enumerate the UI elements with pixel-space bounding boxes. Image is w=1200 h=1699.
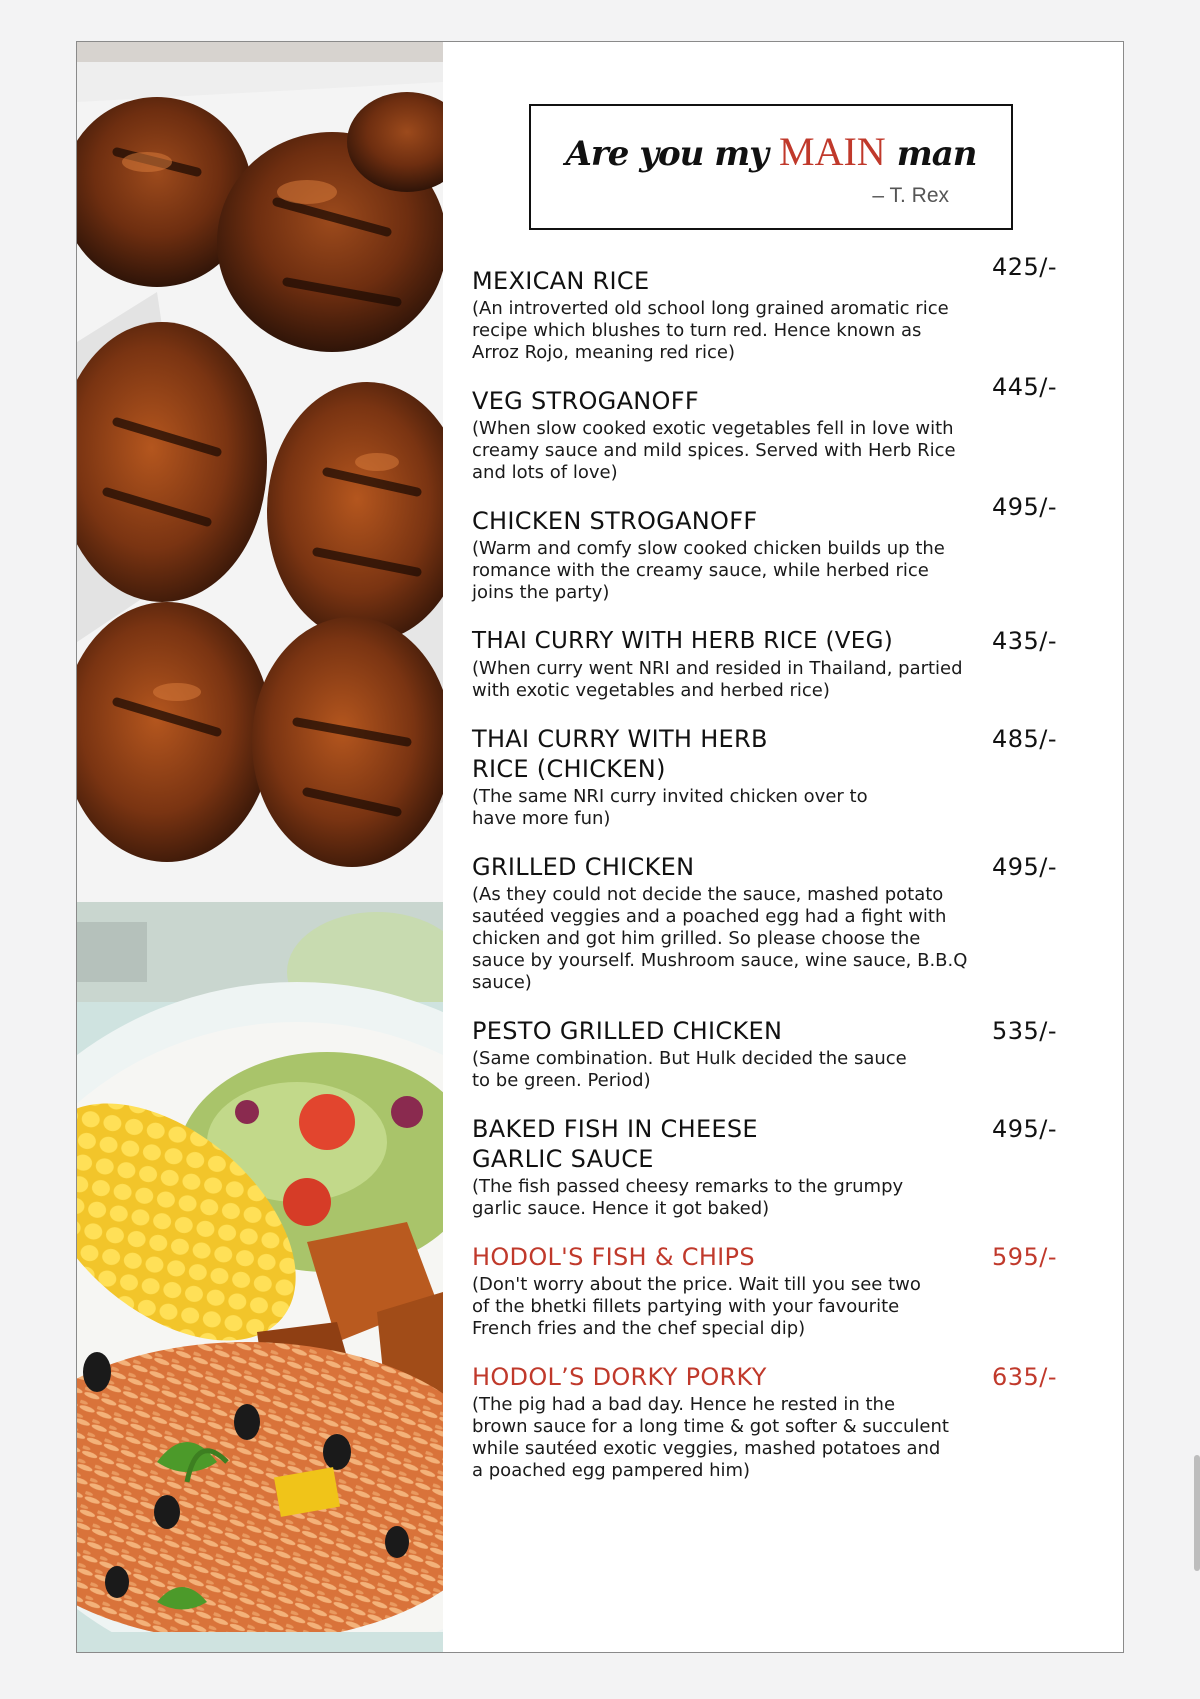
- menu-item-description: (The same NRI curry invited chicken over to have more fun): [472, 786, 868, 829]
- menu-item-name: MEXICAN RICE: [472, 267, 650, 295]
- menu-item-description: (The fish passed cheesy remarks to the grumpy garlic sauce. Hence it got baked): [472, 1176, 904, 1219]
- menu-item-description: (When curry went NRI and resided in Thailand, partied with exotic vegetables and herbed rice): [472, 658, 963, 701]
- menu-item-name: CHICKEN STROGANOFF: [472, 507, 758, 535]
- menu-item-price: 635/-: [992, 1363, 1058, 1391]
- menu-item-name: VEG STROGANOFF: [472, 387, 699, 415]
- quote-suffix: man: [896, 134, 977, 174]
- food-photo-column: [77, 42, 443, 1652]
- menu-item: [472, 493, 1102, 604]
- menu-item: [472, 1114, 1102, 1220]
- menu-item-name: HODOL'S FISH & CHIPS: [472, 1243, 755, 1271]
- menu-item-name: PESTO GRILLED CHICKEN: [472, 1017, 783, 1045]
- menu-item-special: [472, 1362, 1102, 1482]
- menu-item: [472, 1016, 1102, 1092]
- menu-item-description: (As they could not decide the sauce, mashed potato sautéed veggies and a poached egg had a fight with chicken and got him grilled. So please choose the sauce by yourself. Mushroom sauce, wine sauce, B.B.Q sauce): [472, 884, 968, 993]
- menu-item-name: GRILLED CHICKEN: [472, 853, 695, 881]
- menu-item-price: 485/-: [992, 725, 1058, 753]
- menu-item-price: 595/-: [992, 1243, 1058, 1271]
- menu-item-description: (The pig had a bad day. Hence he rested in the brown sauce for a long time & got softer & succulent while sautéed exotic veggies, mashed potatoes and a poached egg pampered him): [472, 1394, 949, 1481]
- menu-item: [472, 626, 1102, 702]
- menu-item-name: THAI CURRY WITH HERB RICE (CHICKEN): [472, 725, 768, 783]
- menu-item-description: (Same combination. But Hulk decided the sauce to be green. Period): [472, 1048, 907, 1091]
- menu-item: [472, 373, 1102, 484]
- menu-item: [472, 253, 1102, 364]
- menu-item-name: BAKED FISH IN CHEESE GARLIC SAUCE: [472, 1115, 758, 1173]
- menu-item-price: 535/-: [992, 1017, 1058, 1045]
- menu-item-description: (When slow cooked exotic vegetables fell in love with creamy sauce and mild spices. Served with Herb Rice and lots of love): [472, 418, 956, 483]
- menu-item: [472, 724, 1102, 830]
- food-photo: [77, 42, 443, 1652]
- menu-item-description: (Don't worry about the price. Wait till you see two of the bhetki fillets partying with your favourite French fries and the chef special dip): [472, 1274, 921, 1339]
- menu-item-special: [472, 1242, 1102, 1340]
- quote-prefix: Are you my: [565, 134, 768, 174]
- menu-item-price: 495/-: [992, 1115, 1058, 1143]
- menu-item-price: 425/-: [992, 253, 1058, 281]
- quote-box: [529, 104, 1013, 230]
- quote-text: [531, 128, 1011, 175]
- menu-item-price: 495/-: [992, 853, 1058, 881]
- menu-item-name: HODOL’S DORKY PORKY: [472, 1363, 767, 1391]
- scrollbar-thumb[interactable]: [1194, 1455, 1200, 1571]
- quote-author: – T. Rex: [872, 184, 949, 207]
- menu-item-price: 495/-: [992, 493, 1058, 521]
- menu-item-price: 435/-: [992, 627, 1058, 655]
- menu-item: [472, 852, 1102, 994]
- menu-item-description: (Warm and comfy slow cooked chicken builds up the romance with the creamy sauce, while herbed rice joins the party): [472, 538, 945, 603]
- menu-list: [472, 253, 1102, 1482]
- menu-page: [76, 41, 1124, 1653]
- menu-item-name: THAI CURRY WITH HERB RICE (VEG): [472, 628, 893, 654]
- quote-highlight: MAIN: [779, 129, 886, 174]
- menu-item-description: (An introverted old school long grained aromatic rice recipe which blushes to turn red. Hence known as Arroz Rojo, meaning red rice): [472, 298, 949, 363]
- menu-item-price: 445/-: [992, 373, 1058, 401]
